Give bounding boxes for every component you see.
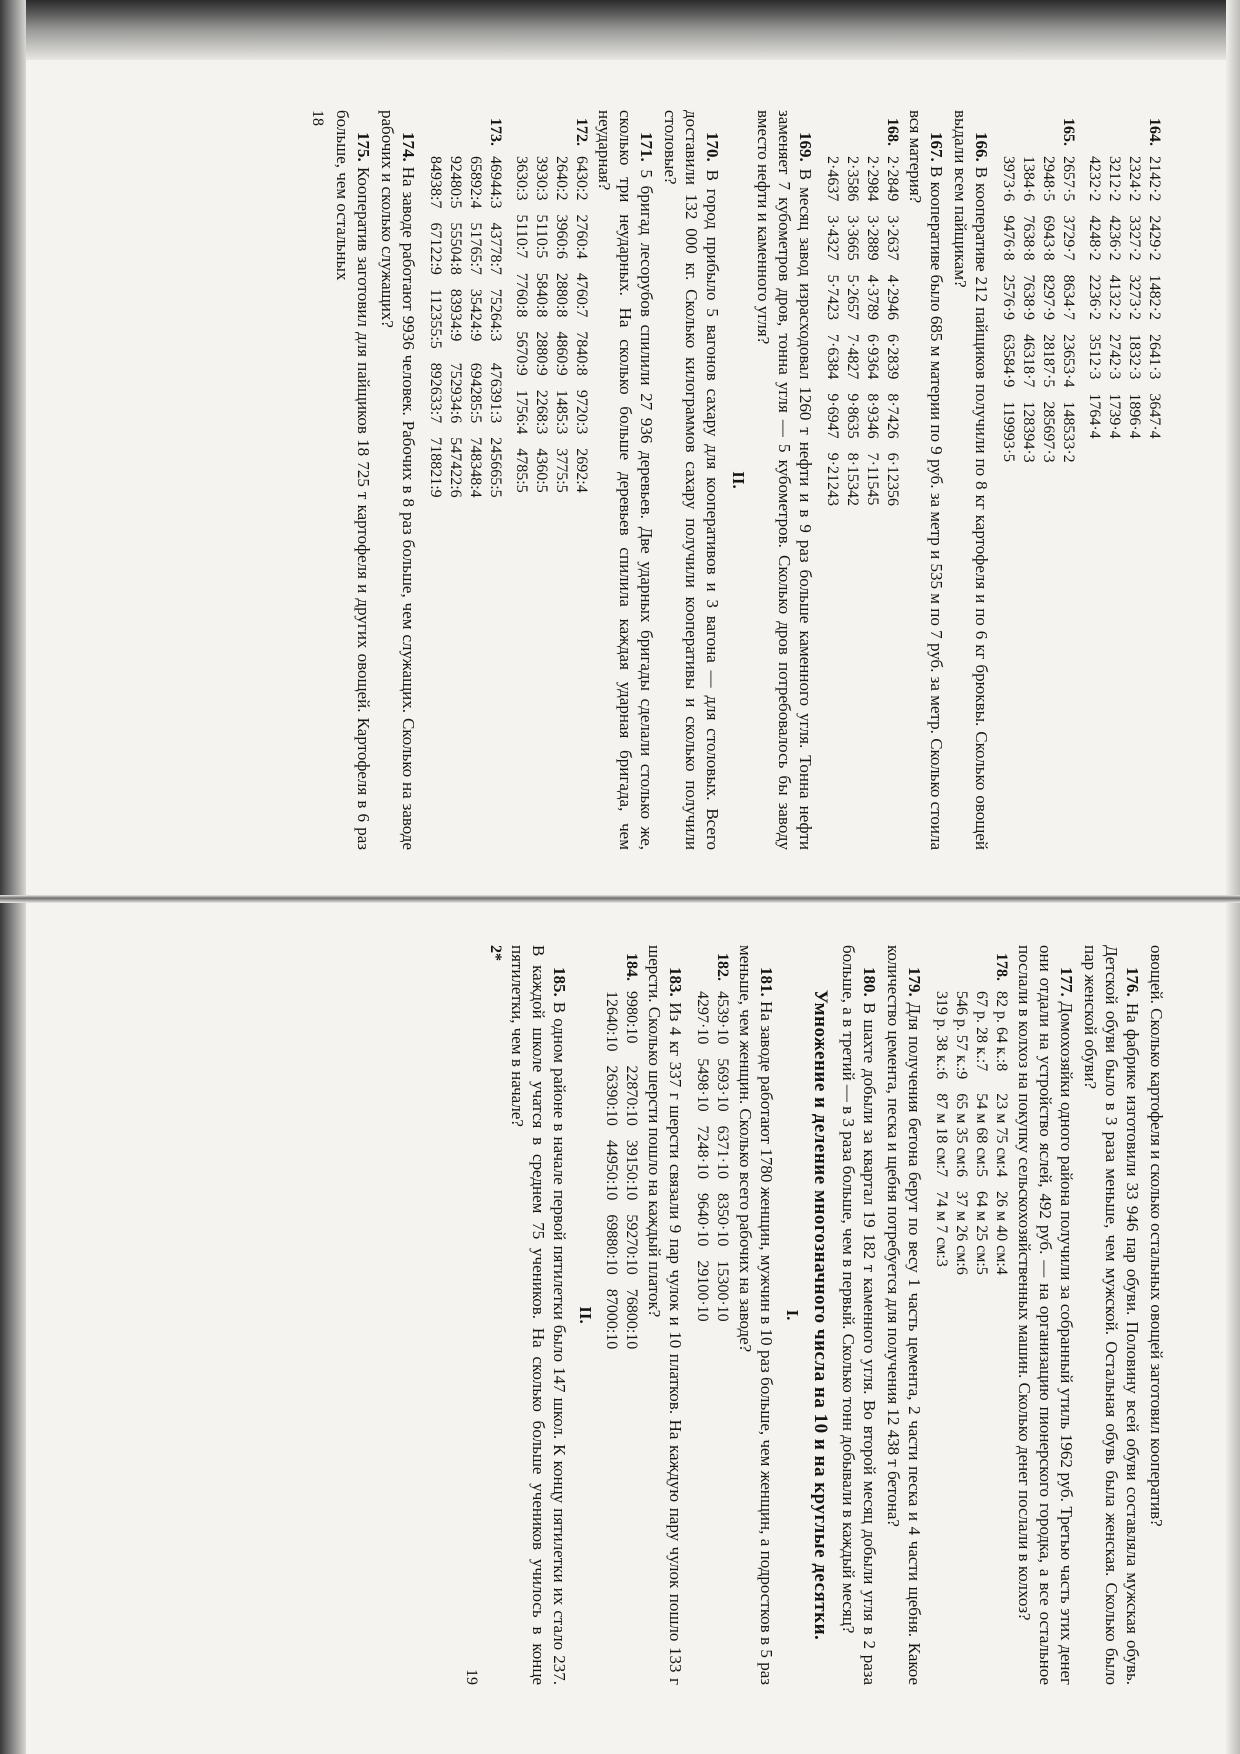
- exercise-expression: 128394·3: [1020, 401, 1037, 463]
- exercise-row: [862, 118, 882, 520]
- exercise-expression: 3273·2: [1126, 274, 1143, 320]
- exercise-expression: 8·7426: [884, 393, 901, 439]
- exercise-row: [1058, 118, 1078, 477]
- exercise-expression: 87000:10: [603, 1288, 620, 1350]
- exercise-expression: 55504:8: [447, 222, 464, 275]
- exercise-row: [1144, 118, 1164, 453]
- exercise-expression: 9640·10: [694, 1192, 711, 1247]
- exercise-expression: 82 р. 64 к.:8: [993, 991, 1010, 1072]
- problem-177: 177. Домохозяйки одного района получили за собранный утиль 1962 руб. Третью часть этих денег они отдали на устройство яслей, 492 руб. — на организацию пионерского городка, а все остальное послали в колхоз на покупку сельскохозяйственных машин. Сколько денег послали в колхоз?: [1015, 945, 1076, 1685]
- exercise-expression: 2576·9: [1000, 274, 1017, 320]
- exercise-expression: 4785:5: [513, 448, 530, 493]
- exercise-expression: 7760:8: [513, 272, 530, 318]
- exercise-expression: 7·6384: [824, 333, 841, 380]
- exercise-expression: 2742·3: [1106, 333, 1123, 380]
- exercise-expression: 1832·3: [1126, 333, 1143, 380]
- section-marker-ii: II.: [729, 471, 748, 489]
- exercise-expression: 4760:7: [573, 272, 590, 318]
- exercise-row: [1084, 118, 1104, 453]
- exercise-expression: 6371·10: [714, 1125, 731, 1179]
- exercise-expression: 547422:6: [447, 437, 464, 498]
- exercise-expression: 9·8635: [844, 393, 861, 439]
- exercise-expression: 3512·3: [1086, 333, 1103, 380]
- problem-166: 166. В кооперативе 212 пайщиков получили по 8 кг картофеля и по 6 кг брюквы. Сколько овощей выдали всем пайщикам?: [951, 110, 991, 851]
- exercise-expression: 3·3665: [844, 215, 861, 261]
- exercise-expression: 6·12356: [884, 452, 901, 506]
- problem-180: 180. В шахте добыли за квартал 19 182 т каменного угля. Во второй месяц добыли угля в 2 раза больше, а в третий — в 3 раза больше, чем в первый. Сколько тонн добывали в каждый месяц?: [839, 945, 879, 1685]
- exercise-184: [601, 953, 641, 1363]
- exercise-row: [971, 953, 991, 1289]
- exercise-expression: 748348:4: [467, 437, 484, 498]
- continuation-text: овощей. Сколько картофеля и сколько остальных овощей заготовил кооператив?: [1147, 945, 1166, 1527]
- exercise-expression: 44950:10: [603, 1139, 620, 1201]
- exercise-row: [445, 118, 465, 512]
- exercise-row: [822, 118, 842, 520]
- exercise-expression: 65 м 35 см:6: [953, 1093, 970, 1178]
- scan-edge-left: [0, 0, 26, 1754]
- exercise-expression: 2657·5: [1060, 156, 1077, 202]
- exercise-expression: 3·4327: [824, 215, 841, 261]
- exercise-expression: 112355:5: [427, 288, 444, 349]
- exercise-expression: 3630:3: [513, 156, 530, 201]
- exercise-expression: 83934:9: [447, 288, 464, 342]
- exercise-number: 168.: [884, 118, 901, 146]
- exercise-expression: 4·3789: [864, 274, 881, 320]
- exercise-expression: 26390:10: [603, 1065, 620, 1126]
- exercise-173: [425, 118, 505, 512]
- chapter-heading: Умножение и деление многозначного числа на 10 и на круглые десятки.: [810, 989, 831, 1641]
- exercise-number: [842, 118, 862, 156]
- exercise-expression: 2760:4: [573, 214, 590, 259]
- exercise-number: 173.: [487, 118, 504, 146]
- exercise-number: [551, 118, 571, 156]
- exercise-expression: 2641·3: [1146, 333, 1163, 380]
- exercise-expression: 1764·4: [1086, 393, 1103, 439]
- exercise-expression: 1384·6: [1020, 156, 1037, 202]
- exercise-expression: 65892:4: [467, 156, 484, 209]
- exercise-number: [998, 118, 1018, 156]
- exercise-expression: 8297·9: [1040, 274, 1057, 320]
- problem-174: 174. На заводе работают 9936 человек. Рабочих в 8 раз больше, чем служащих. Сколько на заводе рабочих и сколько служащих?: [378, 110, 418, 851]
- exercise-row: [991, 953, 1011, 1289]
- exercise-expression: 4248·2: [1086, 215, 1103, 261]
- exercise-row: [425, 118, 445, 512]
- exercise-number: 178.: [993, 953, 1010, 981]
- exercise-expression: 8·15342: [844, 452, 861, 506]
- exercise-row: [931, 953, 951, 1289]
- exercise-expression: 2948·5: [1040, 156, 1057, 202]
- book-spine: [0, 895, 1240, 903]
- exercise-expression: 5110:7: [513, 214, 530, 259]
- page-18-body: [290, 90, 1185, 870]
- exercise-expression: 3973·6: [1000, 156, 1017, 202]
- problem-170: 170. В город прибыло 5 вагонов сахару для кооперативов и 3 вагона — для столовых. Всего доставили 132 000 кг. Сколько килограммов сахару получили кооперативы и сколько получили столовые?: [661, 110, 722, 851]
- page-number: 18: [309, 110, 326, 126]
- exercise-number: [1124, 118, 1144, 156]
- exercise-number: [445, 118, 465, 156]
- page-18: [75, 90, 1185, 870]
- exercise-expression: 5498·10: [694, 1058, 711, 1112]
- exercise-expression: 2142·2: [1146, 156, 1163, 202]
- exercise-expression: 1482·2: [1146, 274, 1163, 320]
- exercise-expression: 2640:2: [553, 156, 570, 201]
- exercise-number: [862, 118, 882, 156]
- exercise-expression: 9980:10: [623, 991, 640, 1044]
- exercise-expression: 2692:4: [573, 448, 590, 493]
- exercise-expression: 28187·5: [1040, 333, 1057, 388]
- exercise-row: [1018, 118, 1038, 477]
- exercise-row: [951, 953, 971, 1289]
- exercise-expression: 74 м 7 см:3: [933, 1191, 950, 1267]
- exercise-row: [601, 953, 621, 1363]
- exercise-expression: 7638·8: [1020, 215, 1037, 261]
- exercise-expression: 7248·10: [694, 1125, 711, 1179]
- exercise-expression: 3775:5: [553, 448, 570, 493]
- exercise-expression: 1739·4: [1106, 393, 1123, 439]
- exercise-number: [511, 118, 531, 156]
- page-19-body: [444, 925, 1185, 1705]
- exercise-expression: 87 м 18 см:7: [933, 1093, 950, 1178]
- exercise-number: [931, 953, 951, 991]
- exercise-number: 172.: [573, 118, 590, 146]
- exercise-expression: 63584·9: [1000, 333, 1017, 388]
- exercise-expression: 2·2984: [864, 156, 881, 202]
- exercise-expression: 4297·10: [694, 991, 711, 1045]
- exercise-expression: 7638·9: [1020, 274, 1037, 320]
- exercise-number: [822, 118, 842, 156]
- exercise-expression: 3·2889: [864, 215, 881, 261]
- problem-179: 179. Для получения бетона берут по весу 1 часть цемента, 2 части песка и 4 части щебня. Какое количество цемента, песка и щебня потребуется для получения 12 438 т бетона?: [884, 945, 924, 1686]
- exercise-expression: 4·2946: [884, 274, 901, 320]
- exercise-expression: 35424:9: [467, 288, 484, 342]
- exercise-expression: 4232·2: [1086, 156, 1103, 202]
- exercise-expression: 3729·7: [1060, 215, 1077, 261]
- exercise-row: [882, 118, 902, 520]
- exercise-expression: 9·6947: [824, 393, 841, 439]
- exercise-number: [692, 953, 712, 991]
- exercise-expression: 6943·8: [1040, 215, 1057, 261]
- exercise-178: [931, 953, 1011, 1289]
- exercise-row: [842, 118, 862, 520]
- exercise-expression: 6430:2: [573, 156, 590, 201]
- exercise-expression: 2268:3: [533, 389, 550, 435]
- exercise-expression: 4539·10: [714, 991, 731, 1045]
- exercise-expression: 59270:10: [623, 1214, 640, 1275]
- problem-176: 176. На фабрике изготовили 33 946 пар обуви. Половину всей обуви составляла мужская обувь. Детской обуви было в 3 раза меньше, чем мужской. Остальная обувь была женская. Сколько было пар женской обуви?: [1081, 945, 1142, 1685]
- exercise-expression: 8·9346: [864, 393, 881, 439]
- exercise-expression: 37 м 26 см:6: [953, 1191, 970, 1275]
- exercise-expression: 76800:10: [623, 1288, 640, 1350]
- exercise-expression: 1756:4: [513, 389, 530, 435]
- exercise-expression: 9720:3: [573, 389, 590, 435]
- exercise-number: [1038, 118, 1058, 156]
- exercise-expression: 148533·2: [1060, 401, 1077, 463]
- problem-171: 171. 5 бригад лесорубов спилили 27 936 деревьев. Две ударных бригады сделали столько же, сколько три неударных. На сколько больше деревьев спилила каждая ударная бригада, чем неударная?: [595, 110, 656, 850]
- exercise-expression: 1896·4: [1126, 393, 1143, 439]
- exercise-number: [1104, 118, 1124, 156]
- exercise-row: [571, 118, 591, 507]
- exercise-expression: 75264:3: [487, 288, 504, 342]
- exercise-164: [1084, 118, 1164, 453]
- exercise-expression: 64 м 25 см:5: [973, 1191, 990, 1275]
- exercise-expression: 67 р. 28 к.:7: [973, 991, 990, 1072]
- exercise-expression: 6·9364: [864, 333, 881, 380]
- exercise-expression: 8634·7: [1060, 274, 1077, 320]
- exercise-expression: 92480:5: [447, 156, 464, 209]
- problem-175: 175. Кооператив заготовил для пайщиков 18 725 т картофеля и других овощей. Картофеля в 6 раз больше, чем остальных: [333, 110, 373, 850]
- exercise-expression: 2·3586: [844, 156, 861, 202]
- exercise-expression: 2880:8: [553, 272, 570, 318]
- exercise-expression: 319 р. 38 к.:6: [933, 991, 950, 1080]
- exercise-expression: 2429·2: [1146, 215, 1163, 261]
- exercise-expression: 3·2637: [884, 215, 901, 261]
- exercise-number: [971, 953, 991, 991]
- exercise-expression: 752934:6: [447, 362, 464, 424]
- exercise-row: [692, 953, 712, 1336]
- exercise-number: [601, 953, 621, 991]
- exercise-expression: 67122:9: [427, 222, 444, 275]
- exercise-expression: 7840:8: [573, 331, 590, 376]
- section-marker-ii: II.: [576, 1306, 595, 1324]
- exercise-expression: 54 м 68 см:5: [973, 1093, 990, 1178]
- exercise-expression: 15300·10: [714, 1260, 731, 1322]
- exercise-expression: 5110:5: [533, 214, 550, 259]
- exercise-expression: 4236·2: [1106, 215, 1123, 261]
- exercise-expression: 2·4637: [824, 156, 841, 202]
- exercise-number: 164.: [1146, 118, 1163, 146]
- exercise-expression: 3212·2: [1106, 156, 1123, 202]
- exercise-expression: 69880:10: [603, 1214, 620, 1275]
- exercise-expression: 46318·7: [1020, 333, 1037, 388]
- exercise-expression: 7·4827: [844, 333, 861, 380]
- exercise-expression: 46944:3: [487, 156, 504, 209]
- exercise-row: [511, 118, 531, 507]
- exercise-expression: 2·2849: [884, 156, 901, 202]
- exercise-expression: 476391:3: [487, 362, 504, 424]
- exercise-172: [511, 118, 591, 507]
- exercise-165: [998, 118, 1078, 477]
- problem-185: 185. В одном районе в начале первой пятилетки было 147 школ. К концу пятилетки их стало 237. В каждой школе учатся в среднем 75 учеников. На сколько больше учеников училось в конце пятилетки, чем в начале?: [508, 945, 569, 1686]
- exercise-expression: 43778:7: [487, 222, 504, 275]
- exercise-number: 165.: [1060, 118, 1077, 146]
- exercise-expression: 7·11545: [864, 452, 881, 506]
- exercise-expression: 892633:7: [427, 362, 444, 424]
- exercise-number: [425, 118, 445, 156]
- exercise-row: [1124, 118, 1144, 453]
- exercise-expression: 285697·3: [1040, 401, 1057, 463]
- exercise-expression: 2236·2: [1086, 274, 1103, 320]
- exercise-expression: 23653·4: [1060, 333, 1077, 388]
- exercise-expression: 29100·10: [694, 1260, 711, 1322]
- exercise-number: [951, 953, 971, 991]
- page-19: [75, 925, 1185, 1705]
- exercise-number: [531, 118, 551, 156]
- exercise-row: [465, 118, 485, 512]
- problem-181: 181. На заводе работают 1780 женщин, мужчин в 10 раз больше, чем женщин, а подростков в 5 раз меньше, чем женщин. Сколько всего рабочих на заводе?: [736, 945, 776, 1686]
- exercise-expression: 22870:10: [623, 1065, 640, 1126]
- exercise-expression: 2324·2: [1126, 156, 1143, 202]
- exercise-182: [692, 953, 732, 1336]
- exercise-expression: 6·2839: [884, 333, 901, 380]
- exercise-expression: 4860:9: [553, 331, 570, 376]
- exercise-expression: 546 р. 57 к.:9: [953, 991, 970, 1080]
- exercise-number: 184.: [623, 953, 640, 981]
- exercise-expression: 3647·4: [1146, 393, 1163, 439]
- exercise-expression: 3930:3: [533, 156, 550, 201]
- exercise-expression: 9·21243: [824, 452, 841, 506]
- exercise-expression: 2880:9: [533, 331, 550, 376]
- exercise-expression: 5·7423: [824, 274, 841, 320]
- exercise-row: [1104, 118, 1124, 453]
- exercise-expression: 119993·5: [1000, 401, 1017, 463]
- exercise-number: [465, 118, 485, 156]
- problem-167: 167. В кооперативе было 685 м материи по 9 руб. за метр и 535 м по 7 руб. за метр. Сколько стоила вся материя?: [906, 110, 946, 850]
- problem-183: 183. Из 4 кг 337 г шерсти связали 9 пар чулок и 10 платков. На каждую пару чулок пошло 133 г шерсти. Сколько шерсти пошло на каждый платок?: [645, 945, 685, 1686]
- exercise-row: [621, 953, 641, 1363]
- exercise-row: [551, 118, 571, 507]
- exercise-row: [998, 118, 1018, 477]
- exercise-expression: 245665:5: [487, 437, 504, 498]
- scan-edge-top: [0, 0, 1240, 60]
- exercise-expression: 5693·10: [714, 1058, 731, 1112]
- exercise-expression: 1485:3: [553, 389, 570, 435]
- exercise-expression: 12640:10: [603, 991, 620, 1052]
- exercise-168: [822, 118, 902, 520]
- exercise-expression: 5840:8: [533, 272, 550, 318]
- exercise-expression: 51765:7: [467, 222, 484, 275]
- problem-169: 169. В месяц завод израсходовал 1260 т нефти и в 9 раз больше каменного угля. Тонна нефти заменяет 7 кубометров дров, тонна угля — 5 кубометров. Сколько дров потребовалось бы заводу вместо нефти и каменного угля?: [754, 110, 815, 850]
- exercise-expression: 8350·10: [714, 1192, 731, 1247]
- exercise-row: [531, 118, 551, 507]
- exercise-number: [1084, 118, 1104, 156]
- exercise-number: [1018, 118, 1038, 156]
- exercise-expression: 5670:9: [513, 331, 530, 376]
- section-marker-i: I.: [783, 1309, 802, 1321]
- exercise-expression: 718821:9: [427, 437, 444, 498]
- exercise-expression: 9476·8: [1000, 215, 1017, 261]
- exercise-expression: 39150:10: [623, 1139, 640, 1201]
- exercise-expression: 5·2657: [844, 274, 861, 320]
- scan-edge-right: [1226, 0, 1240, 1754]
- exercise-expression: 26 м 40 см:4: [993, 1191, 1010, 1275]
- exercise-expression: 23 м 75 см:4: [993, 1093, 1010, 1178]
- signature-mark: 2*: [487, 945, 504, 961]
- exercise-expression: 694285:5: [467, 362, 484, 424]
- exercise-row: [1038, 118, 1058, 477]
- exercise-expression: 4132·2: [1106, 274, 1123, 320]
- exercise-expression: 84938:7: [427, 156, 444, 209]
- exercise-row: [485, 118, 505, 512]
- exercise-expression: 3960:6: [553, 214, 570, 259]
- exercise-expression: 3327·2: [1126, 215, 1143, 261]
- exercise-row: [712, 953, 732, 1336]
- exercise-number: 182.: [714, 953, 731, 981]
- exercise-expression: 4360:5: [533, 448, 550, 493]
- page-number: 19: [463, 1669, 480, 1685]
